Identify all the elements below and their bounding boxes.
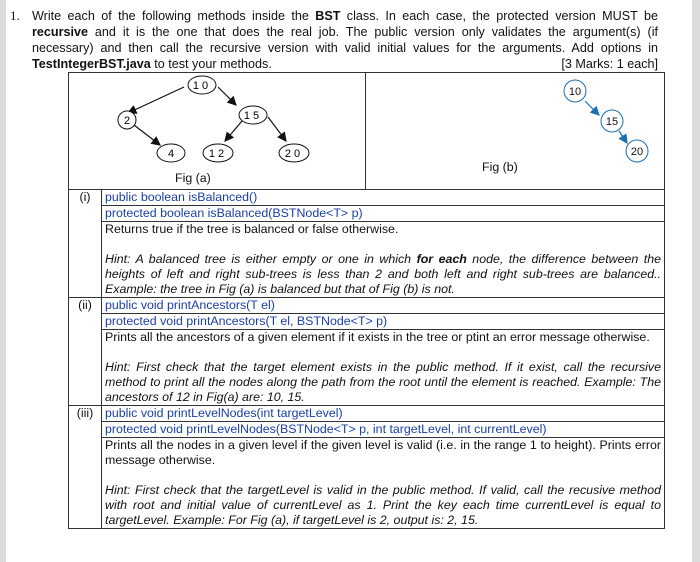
question-intro — [10, 8, 659, 72]
intro-recursive: recursive — [32, 25, 89, 39]
node-a-12-label: 12 — [208, 148, 228, 160]
fig-b-cell — [366, 73, 665, 190]
method-i-hint — [105, 252, 661, 297]
figures-row — [69, 73, 665, 190]
marks-label: [3 Marks: 1 each] — [561, 57, 658, 71]
fig-a-tree — [72, 73, 362, 185]
method-i-public-signature: public boolean isBalanced() — [102, 190, 665, 206]
methods-table — [68, 72, 665, 529]
method-iii-protected-signature: protected void printLevelNodes(BSTNode<T> p, int targetLevel, int currentLevel) — [102, 422, 665, 438]
method-iii-body — [102, 438, 665, 529]
fig-a-cell — [69, 73, 366, 190]
node-a-2-label: 2 — [123, 115, 131, 127]
method-ii-protected-signature: protected void printAncestors(T el, BSTNode<T> p) — [102, 314, 665, 330]
method-i-description: Returns true if the tree is balanced or false otherwise. — [105, 222, 399, 236]
method-ii-body — [102, 330, 665, 406]
intro-text-1: Write each of the following methods inside the — [32, 9, 316, 23]
method-iii-public-signature: public void printLevelNodes(int targetLevel) — [102, 406, 665, 422]
question-number: 1. — [10, 8, 20, 23]
edge-15-20 — [268, 117, 286, 141]
edge-10-2 — [128, 87, 184, 113]
fig-a-label: Fig (a) — [175, 171, 211, 185]
edge-b-15-20 — [619, 131, 627, 143]
intro-text-4: to test your methods. — [150, 57, 272, 71]
edge-2-4 — [134, 125, 160, 145]
method-iii-description-row — [69, 438, 665, 529]
method-i-public-row — [69, 190, 665, 206]
intro-test-file: TestIntegerBST.java — [32, 57, 151, 71]
method-ii-description-row — [69, 330, 665, 406]
node-b-10-label: 10 — [568, 86, 582, 98]
method-i-hint-part-1: Hint: A balanced tree is either empty or one in which — [105, 252, 417, 266]
node-a-20-label: 20 — [284, 148, 304, 160]
node-a-15-label: 15 — [243, 110, 263, 122]
method-i-number: (i) — [69, 190, 102, 298]
edge-10-15 — [218, 87, 236, 105]
method-ii-protected-row — [69, 314, 665, 330]
method-ii-number: (ii) — [69, 298, 102, 406]
fig-b-label: Fig (b) — [482, 160, 518, 174]
method-iii-protected-row — [69, 422, 665, 438]
edge-b-10-15 — [585, 101, 599, 115]
intro-text-3: and it is the one that does the real job. The public version only validates the argument(s) (if necessary) and then call the recursive version with valid initial values for the arguments. Add options in — [32, 25, 658, 55]
method-iii-hint: Hint: First check that the targetLevel is valid in the public method. If valid, call the recusive method with root and initial value of currentLevel as 1. Print the key each time currentLevel is equal to targetLevel. Example: For Fig (a), if targetLevel is 2, output is: 2, 15. — [105, 483, 661, 527]
page-edge-right — [692, 0, 700, 562]
node-b-20-label: 20 — [630, 146, 644, 158]
method-iii-public-row — [69, 406, 665, 422]
method-i-hint-part-2: node, the difference between the heights of left and right sub-trees is less than 2 and both left and right sub-trees are balanced.. Example: the tree in Fig (a) is balanced but that of Fig (b) is not. — [105, 252, 661, 296]
method-iii-description: Prints all the nodes in a given level if the given level is valid (i.e. in the range 1 to height). Prints error message otherwise. — [105, 438, 661, 467]
node-a-10-label: 10 — [192, 80, 212, 92]
method-ii-public-signature: public void printAncestors(T el) — [102, 298, 665, 314]
method-i-protected-row — [69, 206, 665, 222]
method-ii-public-row — [69, 298, 665, 314]
method-ii-description: Prints all the ancestors of a given element if it exists in the tree or ptint an error message otherwise. — [105, 330, 650, 344]
intro-text-2: class. In each case, the protected version MUST be — [340, 9, 659, 23]
method-i-description-row — [69, 222, 665, 298]
method-i-body — [102, 222, 665, 298]
intro-class-name: BST — [315, 9, 341, 23]
page-edge-left — [0, 0, 6, 562]
method-iii-number: (iii) — [69, 406, 102, 529]
edge-15-12 — [225, 121, 242, 141]
node-b-15-label: 15 — [605, 116, 619, 128]
method-ii-hint: Hint: First check that the target element exists in the public method. If it exist, call the recursive method to print all the nodes along the path from the root until the element is reached. Example: The ancestors of 12 in Fig(a) are: 10, 15. — [105, 360, 661, 404]
method-i-hint-emphasis: for each — [416, 252, 467, 266]
method-i-protected-signature: protected boolean isBalanced(BSTNode<T> p) — [102, 206, 665, 222]
node-a-4-label: 4 — [167, 148, 175, 160]
